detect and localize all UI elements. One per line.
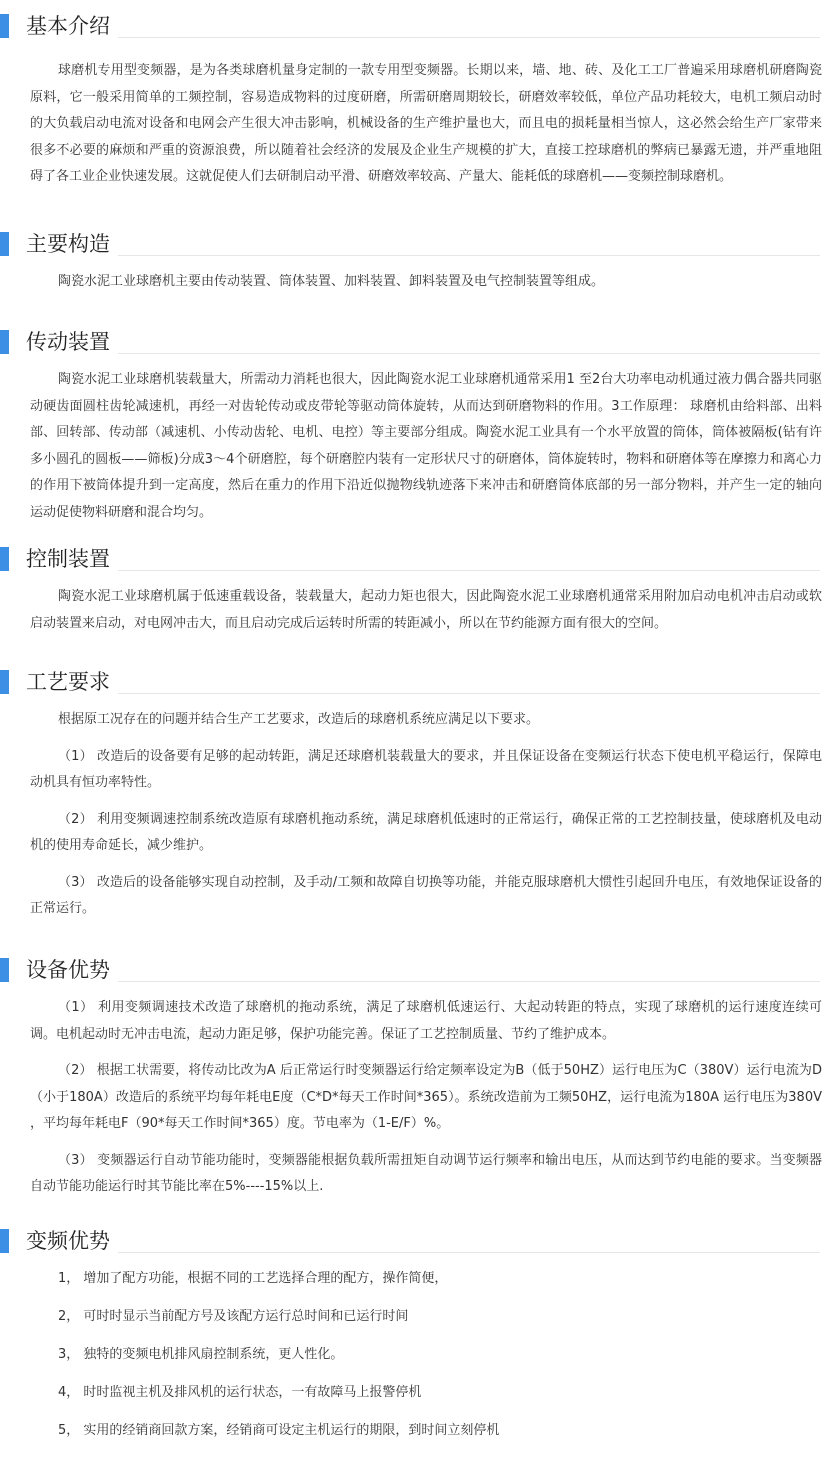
section-title: 控制装置 (26, 547, 110, 571)
section-body (0, 992, 840, 1201)
section-accent-bar (0, 330, 9, 354)
section-title: 传动装置 (26, 330, 110, 354)
list-item: 4， 时时监视主机及排风机的运行状态，一有故障马上报警停机 (58, 1385, 422, 1400)
list-item: 1， 增加了配方功能，根据不同的工艺选择合理的配方，操作简便， (58, 1271, 448, 1286)
paragraph: 陶瓷水泥工业球磨机属于低速重载设备，装载量大，起动力矩也很大，因此陶瓷水泥工业球磨机通常采用附加启动电机冲击启动或软启动装置来启动，对电网冲击大，而且启动完成后运转时所需的转距减小，所以在节约能源方面有很大的空间。 (30, 589, 822, 631)
section-structure (0, 230, 840, 296)
section-header (0, 545, 840, 581)
paragraph: （3） 改造后的设备能够实现自动控制，及手动/工频和故障自切换等功能，并能克服球磨机大惯性引起回升电压，有效地保证设备的正常运行。 (30, 874, 822, 916)
section-header (0, 12, 840, 48)
section-accent-bar (0, 232, 9, 256)
paragraph: 陶瓷水泥工业球磨机主要由传动装置、筒体装置、加料装置、卸料装置及电气控制装置等组成。 (58, 274, 605, 289)
section-divider (30, 981, 820, 982)
section-header (0, 230, 840, 266)
section-header (0, 668, 840, 704)
section-accent-bar (0, 958, 9, 982)
paragraph: 根据原工况存在的问题并结合生产工艺要求，改造后的球磨机系统应满足以下要求。 (58, 712, 540, 727)
section-body (0, 266, 840, 296)
section-control (0, 545, 840, 637)
section-divider (30, 37, 820, 38)
list-item: 2， 可时时显示当前配方号及该配方运行总时间和已运行时间 (58, 1309, 409, 1324)
section-body (0, 581, 840, 637)
paragraph: （1） 改造后的设备要有足够的起动转距，满足还球磨机装载量大的要求，并且保证设备在变频运行状态下使电机平稳运行，保障电动机具有恒功率特性。 (30, 748, 822, 790)
paragraph: （3） 变频器运行自动节能功能时，变频器能根据负载所需扭矩自动调节运行频率和输出电压，从而达到节约电能的要求。当变频器自动节能功能运行时其节能比率在5%----15%以上. (30, 1152, 822, 1194)
paragraph: （1） 利用变频调速技术改造了球磨机的拖动系统，满足了球磨机低速运行、大起动转距的特点，实现了球磨机的运行速度连续可调。电机起动时无冲击电流，起动力距足够，保护功能完善。保证了工艺控制质量、节约了维护成本。 (30, 1000, 822, 1042)
section-accent-bar (0, 547, 9, 571)
section-body (0, 48, 840, 191)
paragraph: 陶瓷水泥工业球磨机装载量大，所需动力消耗也很大，因此陶瓷水泥工业球磨机通常采用1 至2台大功率电动机通过液力偶合器共同驱动硬齿面圆柱齿轮减速机，再经一对齿轮传动或皮带轮等驱动筒体旋转，从而达到研磨物料的作用。3工作原理： 球磨机由给料部、出料部、回转部、传动部（减速机、小传动齿轮、电机、电控）等主要部分组成。陶瓷水泥工业具有一个水平放置的筒体，筒体被隔板(钻有许多小圆孔的圆板——筛板)分成3～4个研磨腔，每个研磨腔内装有一定形状尺寸的研磨体，筒体旋转时，物料和研磨体等在摩擦力和离心力的作用下被筒体提升到一定高度，然后在重力的作用下沿近似抛物线轨迹落下来冲击和研磨筒体底部的另一部分物料，并产生一定的轴向运动促使物料研磨和混合均匀。 (30, 372, 822, 520)
section-accent-bar (0, 1229, 9, 1253)
section-body (0, 364, 840, 526)
section-accent-bar (0, 670, 9, 694)
section-title: 基本介绍 (26, 14, 110, 38)
section-body (0, 1263, 840, 1444)
section-accent-bar (0, 14, 9, 38)
section-divider (30, 693, 820, 694)
list-item: 3， 独特的变频电机排风扇控制系统，更人性化。 (58, 1347, 344, 1362)
section-header (0, 1227, 840, 1263)
list-item: 5， 实用的经销商回款方案，经销商可设定主机运行的期限，到时间立刻停机 (58, 1423, 500, 1438)
section-divider (30, 255, 820, 256)
section-intro (0, 12, 840, 191)
section-divider (30, 570, 820, 571)
section-header (0, 956, 840, 992)
section-title: 设备优势 (26, 958, 110, 982)
section-vfd-advantages (0, 1227, 840, 1444)
section-title: 工艺要求 (26, 670, 110, 694)
section-process-requirements (0, 668, 840, 923)
section-equipment-advantages (0, 956, 840, 1201)
section-title: 变频优势 (26, 1229, 110, 1253)
section-title: 主要构造 (26, 232, 110, 256)
paragraph: 球磨机专用型变频器，是为各类球磨机量身定制的一款专用型变频器。长期以来，墙、地、砖、及化工工厂普遍采用球磨机研磨陶瓷原料，它一般采用简单的工频控制，容易造成物料的过度研磨，所需研磨周期较长，研磨效率较低，单位产品功耗较大，电机工频启动时的大负载启动电流对设备和电网会产生很大冲击影响，机械设备的生产维护量也大，而且电的损耗量相当惊人，这必然会给生产厂家带来很多不必要的麻烦和严重的资源浪费，所以随着社会经济的发展及企业生产规模的扩大，直接工控球磨机的弊病已暴露无遗，并严重地阻碍了各工业企业快速发展。这就促使人们去研制启动平滑、研磨效率较高、产量大、能耗低的球磨机——变频控制球磨机。 (30, 63, 822, 184)
section-body (0, 704, 840, 923)
paragraph: （2） 根据工状需要，将传动比改为A 后正常运行时变频器运行给定频率设定为B（低于50HZ）运行电压为C（380V）运行电流为D（小于180A）改造后的系统平均每年耗电E度（C*D*每天工作时间*365）。系统改造前为工频50HZ，运行电流为180A 运行电压为380V ，平均每年耗电F（90*每天工作时间*365）度。节电率为（1-E/F）%。 (30, 1063, 822, 1131)
section-transmission (0, 328, 840, 526)
paragraph: （2） 利用变频调速控制系统改造原有球磨机拖动系统，满足球磨机低速时的正常运行，确保正常的工艺控制技量，使球磨机及电动机的使用寿命延长，减少维护。 (30, 811, 822, 853)
section-divider (30, 1252, 820, 1253)
section-divider (30, 353, 820, 354)
section-header (0, 328, 840, 364)
